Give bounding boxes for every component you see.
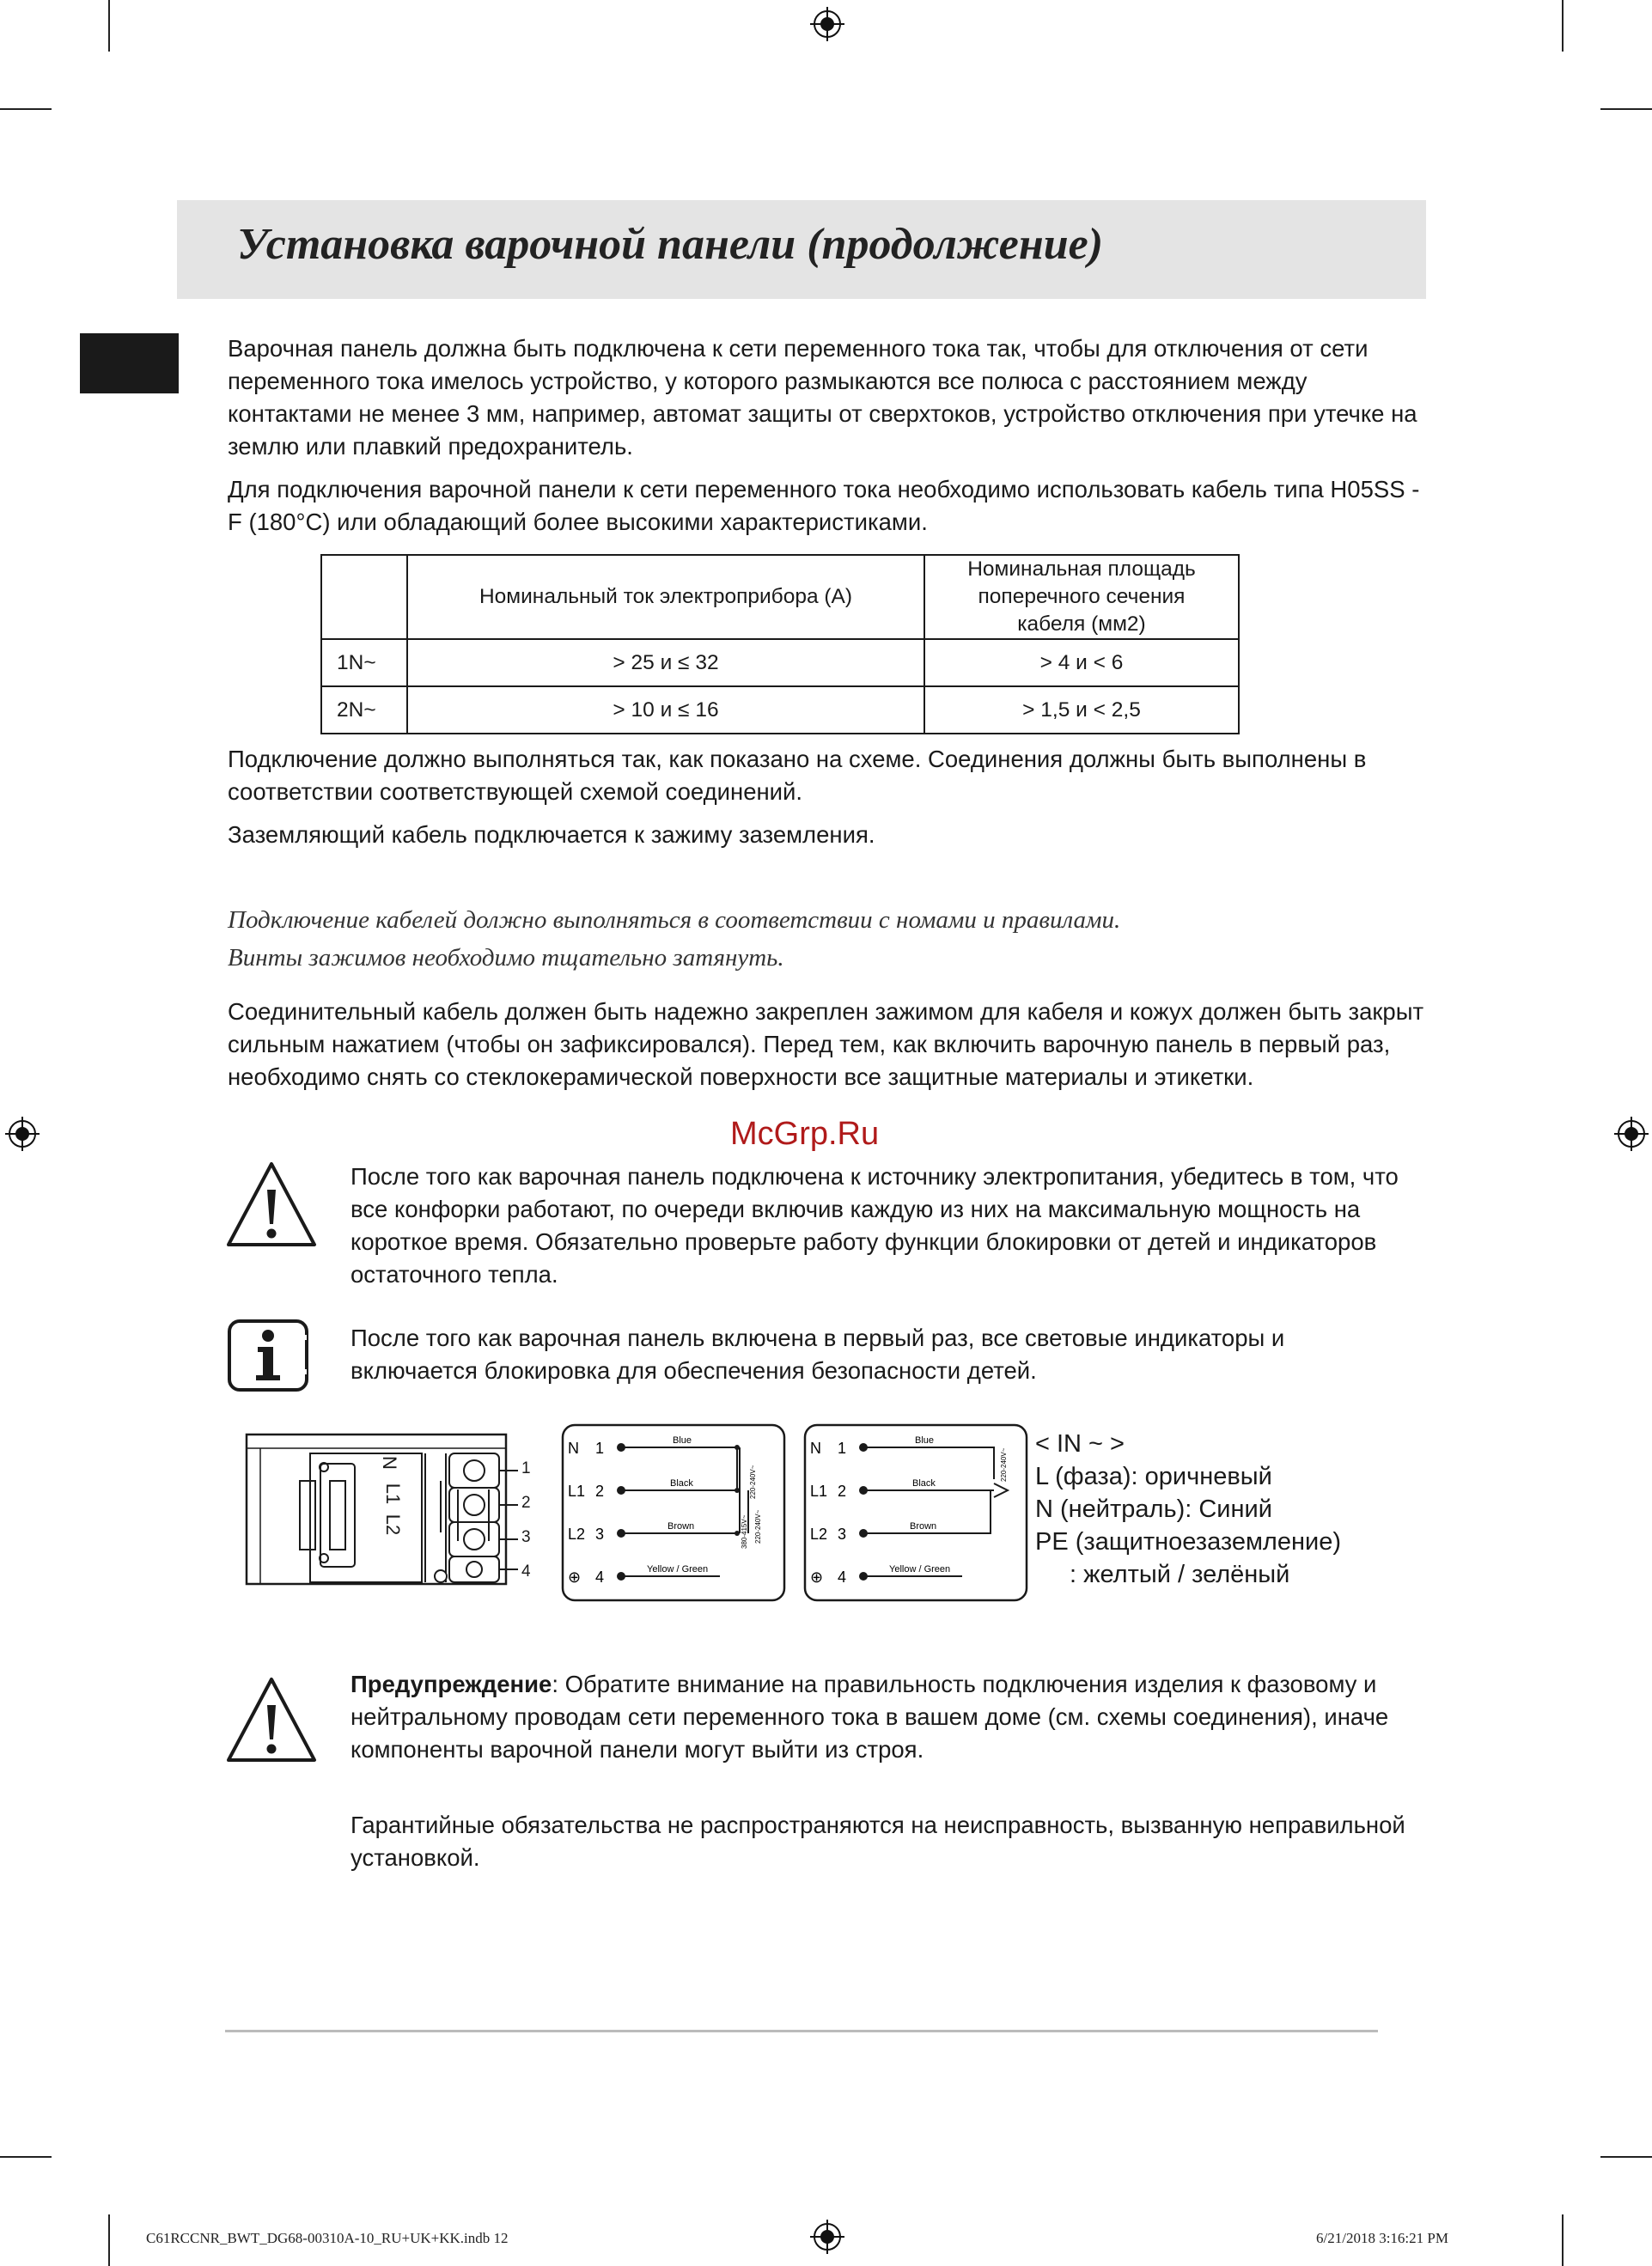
legend-earth-color: : желтый / зелёный (1070, 1561, 1290, 1588)
terminal-number: 2 (521, 1494, 531, 1512)
registration-mark (5, 1117, 40, 1151)
legend-earth: PE (защитноезаземление) (1035, 1528, 1341, 1556)
diagram-b-wire: Black (912, 1478, 936, 1489)
table-corner-cell (321, 555, 407, 639)
table-row-label: 1N~ (321, 639, 407, 686)
diagram-a-wire: Blue (673, 1435, 692, 1446)
cable-type-paragraph: Для подключения варочной панели к сети переменного тока необходимо использовать кабель типа H05SS - F (180°C) или обладающий более высокими характеристиками. (228, 476, 1420, 535)
terminal-label-l1: L1 (382, 1483, 405, 1505)
warning-label: Предупреждение (351, 1671, 552, 1697)
header-band (177, 200, 1426, 299)
warning-polarity-text: : Обратите внимание на правильность подключения изделия к фазовому и нейтральному проводам сети переменного тока в вашем доме (см. схемы соединения), иначе компоненты варочной панели могут выйти из строя. (351, 1671, 1389, 1763)
print-date: 6/21/2018 3:16:21 PM (1316, 2230, 1448, 2246)
page-title: Установка варочной панели (продолжение) (237, 220, 1104, 269)
diagram-b-wire: Blue (915, 1435, 935, 1446)
cable-fixing-paragraph: Соединительный кабель должен быть надежно закреплен зажимом для кабеля и кожух должен быть закрыт сильным нажатием (чтобы он зафиксировался). Перед тем, как включить варочную панель в первый раз, необходимо снять со стеклокерамической поверхности все защитные материалы и этикетки. (228, 998, 1424, 1090)
crop-mark (1600, 2156, 1652, 2158)
terminal-label-l2: L2 (382, 1514, 405, 1536)
registration-mark (1614, 1117, 1649, 1151)
italic-note-line1: Подключение кабелей должно выполняться в соответствии с номами и правилами. (228, 906, 1121, 934)
wire-color-legend (1035, 1428, 1341, 1591)
diagram-b-voltage: 220-240V~ (1000, 1447, 1008, 1482)
diagram-b-wire: Yellow / Green (889, 1564, 951, 1575)
legend-neutral: N (нейтраль): Синий (1035, 1495, 1272, 1523)
crop-mark (1600, 108, 1652, 110)
language-tab (80, 333, 179, 393)
diagram-b-name: L2 (810, 1526, 828, 1543)
diagram-a-name: L2 (568, 1526, 586, 1543)
table-cell-section: > 1,5 и < 2,5 (924, 686, 1239, 734)
diagram-a-num: 3 (595, 1526, 605, 1543)
footer-rule (225, 2030, 1378, 2032)
terminal-label-n: N (378, 1456, 400, 1470)
table-row-label: 2N~ (321, 686, 407, 734)
warning-triangle-icon (225, 1674, 318, 1769)
guarantee-paragraph: Гарантийные обязательства не распространяются на неисправность, вызванную неправильной установкой. (351, 1812, 1405, 1871)
diagram-a-voltage: 380-415V~ (741, 1514, 748, 1549)
diagram-b-wire: Brown (910, 1521, 937, 1532)
diagram-a-ground-symbol: ⊕ (568, 1569, 582, 1586)
info-first-start: После того как варочная панель включена в первый раз, все световые индикаторы и включается блокировка для обеспечения безопасности детей. (351, 1325, 1285, 1384)
table-cell-current: > 25 и ≤ 32 (407, 639, 924, 686)
table-row (321, 639, 1239, 686)
wiring-diagram-single-phase (803, 1423, 1028, 1602)
terminal-number: 1 (521, 1459, 531, 1477)
terminal-numbers (521, 1452, 531, 1589)
crop-mark (0, 2156, 52, 2158)
registration-mark (810, 7, 844, 41)
info-icon (227, 1319, 309, 1392)
connection-paragraph: Подключение должно выполняться так, как показано на схеме. Соединения должны быть выполнены в соответствии соответствующей схемой соединений. (228, 746, 1367, 805)
diagram-a-wire: Black (670, 1478, 693, 1489)
crop-mark (108, 0, 110, 52)
diagram-a-name: L1 (568, 1483, 586, 1500)
diagram-a-voltage: 220-240V~ (754, 1509, 762, 1544)
terminal-number: 4 (521, 1562, 531, 1581)
wiring-diagram-two-phase (561, 1423, 786, 1602)
intro-paragraph: Варочная панель должна быть подключена к сети переменного тока так, чтобы для отключения от сети переменного тока имелось устройство, у которого размыкаются все полюса с расстоянием между контактами не менее 3 мм, например, автомат защиты от сверхтоков, устройство отключения при утечке на землю или плавкий предохранитель. (228, 335, 1417, 460)
diagram-a-wire: Brown (668, 1521, 695, 1532)
terminal-number: 3 (521, 1528, 531, 1546)
diagram-b-num: 2 (838, 1483, 847, 1500)
registration-mark (810, 2220, 844, 2254)
diagram-a-wire: Yellow / Green (647, 1564, 709, 1575)
warning-check-burners: После того как варочная панель подключена к источнику электропитания, убедитесь в том, что все конфорки работают, по очереди включив каждую из них на максимальную мощность на короткое время. Обязательно проверьте работу функции блокировки от детей и индикаторов остаточного тепла. (351, 1163, 1399, 1288)
table-header-current: Номинальный ток электроприбора (А) (407, 555, 924, 639)
diagram-a-voltage: 220-240V~ (749, 1465, 757, 1499)
table-row (321, 686, 1239, 734)
legend-title: < IN ~ > (1035, 1430, 1125, 1458)
cable-spec-table (320, 554, 1240, 734)
table-header-section: Номинальная площадь поперечного сечения кабеля (мм2) (924, 555, 1239, 639)
table-cell-current: > 10 и ≤ 16 (407, 686, 924, 734)
crop-mark (1562, 2214, 1564, 2266)
diagram-b-num: 1 (838, 1440, 847, 1457)
italic-note-line2: Винты зажимов необходимо тщательно затянуть. (228, 944, 784, 972)
warning-triangle-icon (225, 1159, 318, 1253)
warning-polarity (351, 1668, 1416, 1766)
crop-mark (108, 2214, 110, 2266)
diagram-b-num: 4 (838, 1569, 847, 1586)
watermark: McGrp.Ru (730, 1116, 880, 1152)
diagram-b-name: N (810, 1440, 821, 1457)
ground-paragraph: Заземляющий кабель подключается к зажиму заземления. (228, 821, 875, 848)
diagram-a-name: N (568, 1440, 579, 1457)
crop-mark (1562, 0, 1564, 52)
table-header-row (321, 555, 1239, 639)
diagram-a-num: 2 (595, 1483, 605, 1500)
table-cell-section: > 4 и < 6 (924, 639, 1239, 686)
diagram-b-name: L1 (810, 1483, 828, 1500)
diagram-b-num: 3 (838, 1526, 847, 1543)
diagram-b-ground-symbol: ⊕ (810, 1569, 824, 1586)
diagram-a-num: 1 (595, 1440, 605, 1457)
legend-phase: L (фаза): оричневый (1035, 1463, 1272, 1490)
diagram-a-num: 4 (595, 1569, 605, 1586)
print-slug: C61RCCNR_BWT_DG68-00310A-10_RU+UK+KK.indb 12 (146, 2230, 509, 2246)
crop-mark (0, 108, 52, 110)
